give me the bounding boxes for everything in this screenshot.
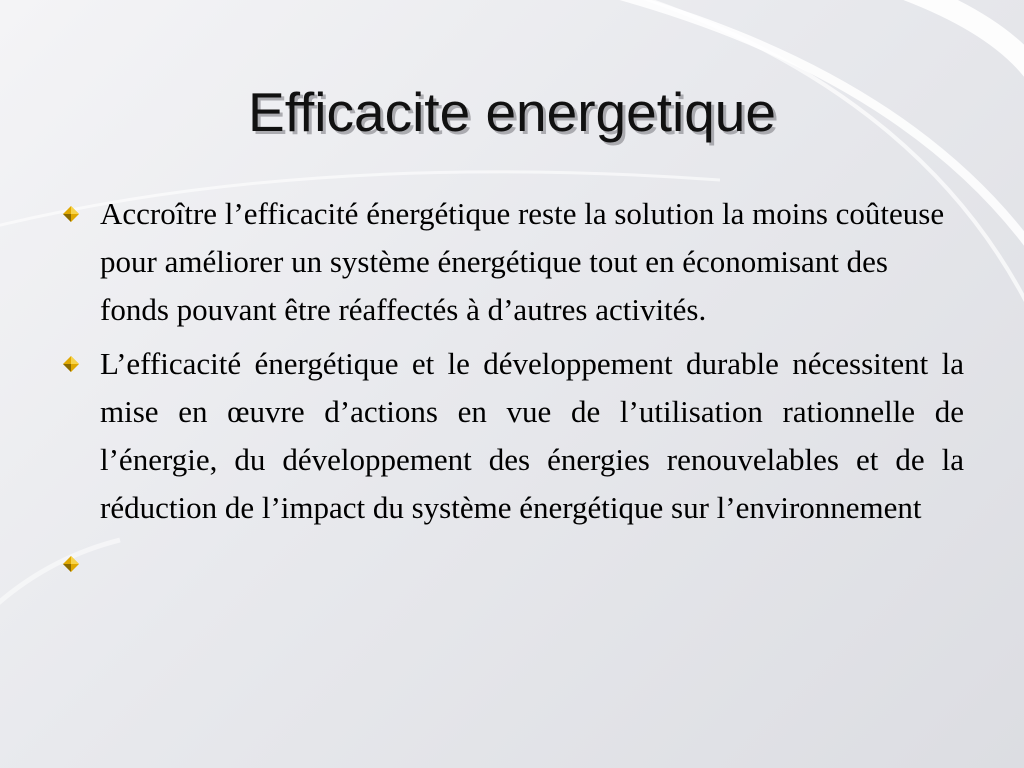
bullet-item bbox=[62, 190, 964, 334]
diamond-bullet-icon bbox=[62, 205, 80, 223]
diamond-bullet-icon bbox=[62, 555, 80, 573]
bullet-text: L’efficacité énergétique et le développement durable nécessitent la mise en œuvre d’actions en vue de l’utilisation rationnelle de l’énergie, du développement des énergies renouvelables et de la réduction de l’impact du système énergétique sur l’environnement bbox=[100, 346, 964, 525]
bullet-item bbox=[62, 340, 964, 532]
diamond-bullet-icon bbox=[62, 355, 80, 373]
slide-title: Efficacite energetique bbox=[248, 81, 776, 143]
bullet-item-empty bbox=[62, 540, 964, 588]
bullet-list bbox=[62, 190, 964, 588]
bullet-text: Accroître l’efficacité énergétique reste la solution la moins coûteuse pour améliorer un système énergétique tout en économisant des fonds pouvant être réaffectés à d’autres activités. bbox=[100, 196, 945, 327]
